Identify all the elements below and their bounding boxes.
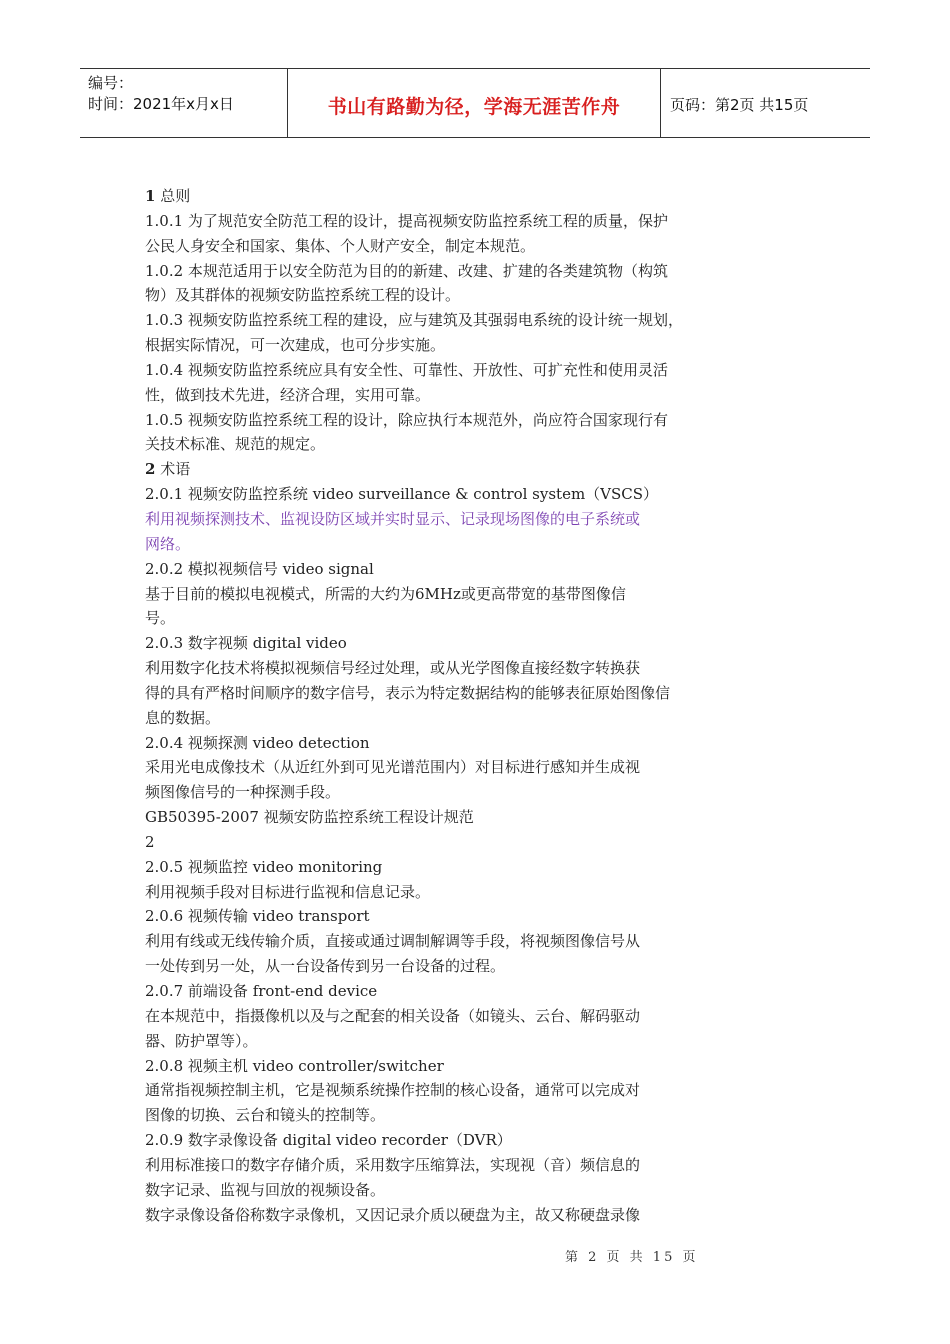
body-line bbox=[145, 979, 745, 1004]
line-text: 根据实际情况，可一次建成，也可分步实施。 bbox=[145, 336, 446, 355]
line-text: 2.0.8 视频主机 video controller/switcher bbox=[145, 1056, 444, 1075]
body-line bbox=[145, 234, 745, 259]
body-line bbox=[145, 209, 745, 234]
body-line bbox=[145, 656, 745, 681]
body-line bbox=[145, 358, 745, 383]
line-text: 利用数字化技术将模拟视频信号经过处理，或从光学图像直接经数字转换获 bbox=[145, 659, 641, 678]
line-text: 2.0.5 视频监控 video monitoring bbox=[145, 857, 383, 876]
line-text: 采用光电成像技术（从近红外到可见光谱范围内）对目标进行感知并生成视 bbox=[145, 758, 641, 777]
body-line bbox=[145, 283, 745, 308]
line-text: 1.0.3 视频安防监控系统工程的建设，应与建筑及其强弱电系统的设计统一规划， bbox=[145, 311, 683, 330]
body-line bbox=[145, 1054, 745, 1079]
line-text: 数字录像设备俗称数字录像机，又因记录介质以硬盘为主，故又称硬盘录像 bbox=[145, 1205, 641, 1224]
body-line bbox=[145, 1128, 745, 1153]
section-number: 1 bbox=[145, 187, 156, 205]
body-line bbox=[145, 482, 745, 507]
line-text: 图像的切换、云台和镜头的控制等。 bbox=[145, 1106, 386, 1125]
body-line bbox=[145, 1004, 745, 1029]
body-line bbox=[145, 1029, 745, 1054]
body-line bbox=[145, 954, 745, 979]
body-line bbox=[145, 631, 745, 656]
body-line bbox=[145, 904, 745, 929]
line-text: 关技术标准、规范的规定。 bbox=[145, 435, 326, 454]
body-line bbox=[145, 1203, 745, 1228]
line-text: 数字记录、监视与回放的视频设备。 bbox=[145, 1180, 386, 1199]
line-text: 通常指视频控制主机，它是视频系统操作控制的核心设备，通常可以完成对 bbox=[145, 1081, 641, 1100]
line-text: GB50395-2007 视频安防监控系统工程设计规范 bbox=[145, 808, 474, 827]
line-text: 利用视频探测技术、监视设防区域并实时显示、记录现场图像的电子系统或 bbox=[145, 509, 641, 528]
line-text: 号。 bbox=[145, 609, 176, 628]
body-line bbox=[145, 557, 745, 582]
body-line bbox=[145, 507, 745, 532]
line-text: 器、防护罩等）。 bbox=[145, 1031, 258, 1050]
header-page-info: 页码：第2页 共15页 bbox=[670, 95, 809, 114]
line-text: 2.0.2 模拟视频信号 video signal bbox=[145, 559, 374, 578]
line-text: 频图像信号的一种探测手段。 bbox=[145, 783, 341, 802]
header-meta bbox=[80, 69, 288, 137]
line-text: 1.0.2 本规范适用于以安全防范为目的的新建、改建、扩建的各类建筑物（构筑 bbox=[145, 261, 668, 280]
body-line bbox=[145, 681, 745, 706]
line-text: 2.0.9 数字录像设备 digital video recorder（DVR） bbox=[145, 1131, 512, 1150]
body-line bbox=[145, 830, 745, 855]
line-text: 总则 bbox=[155, 187, 191, 205]
line-text: 2.0.3 数字视频 digital video bbox=[145, 634, 347, 653]
body-line bbox=[145, 333, 745, 358]
line-text: 1.0.1 为了规范安全防范工程的设计，提高视频安防监控系统工程的质量，保护 bbox=[145, 211, 668, 230]
line-text: 术语 bbox=[155, 460, 191, 479]
document-time: 时间：2021年x月x日 bbox=[88, 95, 234, 113]
body-line bbox=[145, 929, 745, 954]
line-text: 一处传到另一处，从一台设备传到另一台设备的过程。 bbox=[145, 957, 506, 976]
body-line bbox=[145, 805, 745, 830]
body-line bbox=[145, 457, 745, 482]
page-header bbox=[80, 68, 870, 138]
line-text: 在本规范中，指摄像机以及与之配套的相关设备（如镜头、云台、解码驱动 bbox=[145, 1006, 641, 1025]
line-text: 得的具有严格时间顺序的数字信号，表示为特定数据结构的能够表征原始图像信 bbox=[145, 683, 671, 702]
document-body bbox=[145, 184, 745, 1227]
line-text: 2.0.4 视频探测 video detection bbox=[145, 733, 370, 752]
body-line bbox=[145, 259, 745, 284]
body-line bbox=[145, 1078, 745, 1103]
body-line bbox=[145, 1153, 745, 1178]
line-text: 息的数据。 bbox=[145, 708, 221, 727]
line-text: 公民人身安全和国家、集体、个人财产安全，制定本规范。 bbox=[145, 236, 536, 255]
body-line bbox=[145, 1103, 745, 1128]
body-line bbox=[145, 408, 745, 433]
body-line bbox=[145, 582, 745, 607]
line-text: 2.0.7 前端设备 front-end device bbox=[145, 982, 378, 1000]
line-text: 性，做到技术先进，经济合理，实用可靠。 bbox=[145, 385, 431, 404]
body-line bbox=[145, 308, 745, 333]
line-text: 2.0.1 视频安防监控系统 video surveillance & control system（VSCS） bbox=[145, 485, 659, 504]
line-text: 2.0.6 视频传输 video transport bbox=[145, 907, 370, 926]
body-line bbox=[145, 706, 745, 731]
body-line bbox=[145, 731, 745, 756]
body-line bbox=[145, 432, 745, 457]
body-line bbox=[145, 606, 745, 631]
body-line bbox=[145, 755, 745, 780]
line-text: 利用标准接口的数字存储介质，采用数字压缩算法，实现视（音）频信息的 bbox=[145, 1155, 641, 1174]
header-motto: 书山有路勤为径，学海无涯苦作舟 bbox=[288, 69, 661, 137]
body-line bbox=[145, 383, 745, 408]
footer-page-number: 第 2 页 共 15 页 bbox=[565, 1250, 699, 1265]
line-text: 利用视频手段对目标进行监视和信息记录。 bbox=[145, 882, 431, 901]
document-number-label: 编号： bbox=[88, 74, 134, 92]
body-line bbox=[145, 1178, 745, 1203]
line-text: 利用有线或无线传输介质，直接或通过调制解调等手段，将视频图像信号从 bbox=[145, 932, 641, 951]
body-line bbox=[145, 780, 745, 805]
line-text: 1.0.5 视频安防监控系统工程的设计，除应执行本规范外，尚应符合国家现行有 bbox=[145, 410, 668, 429]
line-text: 基于目前的模拟电视模式，所需的大约为6MHz或更高带宽的基带图像信 bbox=[145, 584, 626, 603]
body-line bbox=[145, 880, 745, 905]
body-line bbox=[145, 532, 745, 557]
body-line bbox=[145, 855, 745, 880]
line-text: 物）及其群体的视频安防监控系统工程的设计。 bbox=[145, 286, 461, 305]
line-text: 网络。 bbox=[145, 534, 191, 553]
line-text: 2 bbox=[145, 832, 155, 851]
body-line bbox=[145, 184, 745, 209]
line-text: 1.0.4 视频安防监控系统应具有安全性、可靠性、开放性、可扩充性和使用灵活 bbox=[145, 360, 668, 379]
section-number: 2 bbox=[145, 460, 156, 479]
